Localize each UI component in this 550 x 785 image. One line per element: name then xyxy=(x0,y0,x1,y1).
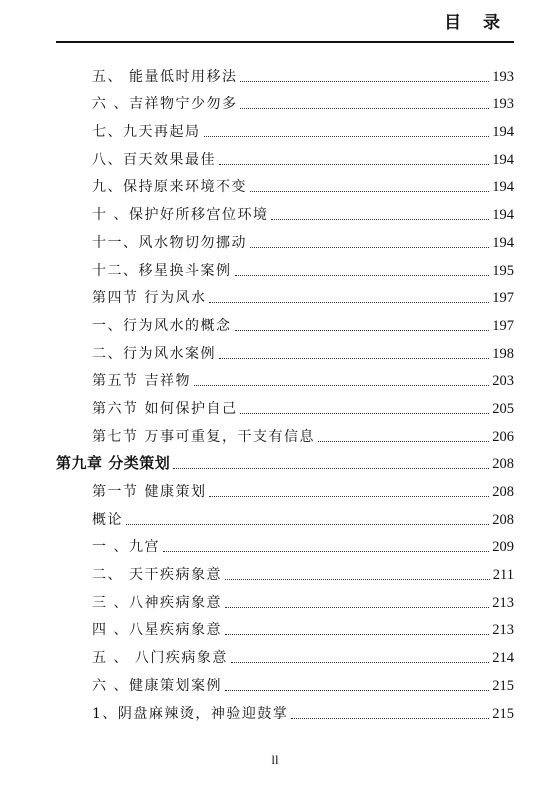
toc-entry-label: 九、保持原来环境不变 xyxy=(92,179,247,196)
toc-entry-label: 六 、吉祥物宁少勿多 xyxy=(92,96,238,113)
toc-entry-label: 一 、九宫 xyxy=(92,539,160,556)
toc-entry-page: 194 xyxy=(492,151,514,168)
toc-dot-leader xyxy=(235,275,490,276)
toc-dot-leader xyxy=(235,330,490,331)
toc-entry-page: 208 xyxy=(492,484,514,500)
toc-entry-page: 209 xyxy=(492,539,514,556)
toc-entry-label: 第九章 分类策划 xyxy=(56,454,171,473)
toc-dot-leader xyxy=(271,219,489,220)
toc-entry[interactable] xyxy=(56,501,514,529)
toc-entry[interactable] xyxy=(56,418,514,446)
toc-entry[interactable] xyxy=(56,280,514,308)
toc-entry-page: 208 xyxy=(492,511,514,528)
table-of-contents xyxy=(56,58,514,723)
toc-dot-leader xyxy=(204,136,490,137)
toc-dot-leader xyxy=(219,358,489,359)
toc-dot-leader xyxy=(209,302,489,303)
toc-entry-label: 十 、保护好所移宫位环境 xyxy=(92,207,269,224)
toc-entry-page: 213 xyxy=(492,594,514,611)
toc-entry-page: 211 xyxy=(492,567,514,584)
toc-entry-label: 概论 xyxy=(92,511,123,528)
toc-entry-page: 194 xyxy=(492,124,514,141)
toc-entry-page: 194 xyxy=(492,234,514,251)
toc-entry-page: 197 xyxy=(492,317,514,334)
toc-entry-page: 194 xyxy=(492,179,514,196)
toc-entry-label: 五 、 八门疾病象意 xyxy=(92,650,228,667)
toc-entry-label: 二、行为风水案例 xyxy=(92,345,216,362)
toc-entry[interactable] xyxy=(56,363,514,391)
toc-entry-page: 194 xyxy=(492,207,514,224)
page-number: ll xyxy=(271,752,279,767)
toc-entry[interactable] xyxy=(56,141,514,169)
toc-entry[interactable] xyxy=(56,446,514,474)
toc-entry[interactable] xyxy=(56,390,514,418)
toc-entry[interactable] xyxy=(56,113,514,141)
toc-entry[interactable] xyxy=(56,556,514,584)
toc-entry[interactable] xyxy=(56,695,514,723)
toc-dot-leader xyxy=(225,579,490,580)
toc-entry[interactable] xyxy=(56,307,514,335)
toc-entry-page: 215 xyxy=(492,677,514,694)
toc-dot-leader xyxy=(225,634,489,635)
toc-entry[interactable] xyxy=(56,667,514,695)
toc-dot-leader xyxy=(318,441,489,442)
header-rule xyxy=(56,41,514,43)
toc-entry[interactable] xyxy=(56,473,514,501)
toc-entry-label: 十二、移星换斗案例 xyxy=(92,262,232,279)
toc-entry-page: 195 xyxy=(492,262,514,279)
toc-dot-leader xyxy=(194,385,489,386)
toc-dot-leader xyxy=(209,496,489,497)
toc-entry-page: 193 xyxy=(492,68,514,85)
toc-entry-page: 197 xyxy=(492,290,514,307)
toc-entry-label: 四 、八星疾病象意 xyxy=(92,622,222,639)
toc-dot-leader xyxy=(231,662,489,663)
toc-entry-label: 八、百天效果最佳 xyxy=(92,151,216,168)
page-header-title: 目 录 xyxy=(444,13,508,33)
toc-entry-label: 第五节 吉祥物 xyxy=(92,373,191,390)
toc-entry-label: 第四节 行为风水 xyxy=(92,290,207,307)
toc-entry-page: 215 xyxy=(492,705,514,722)
toc-entry[interactable] xyxy=(56,639,514,667)
toc-entry-page: 198 xyxy=(492,345,514,362)
toc-entry-page: 203 xyxy=(492,373,514,390)
toc-entry-label: 二、 天干疾病象意 xyxy=(92,567,222,584)
toc-dot-leader xyxy=(240,108,489,109)
toc-entry-label: 1、阴盘麻辣烫，神验迎鼓掌 xyxy=(92,705,289,722)
toc-dot-leader xyxy=(250,247,489,248)
toc-dot-leader xyxy=(291,718,489,719)
toc-entry-page: 206 xyxy=(492,428,514,445)
toc-entry-page: 205 xyxy=(492,400,514,417)
toc-entry-label: 三 、八神疾病象意 xyxy=(92,594,222,611)
toc-dot-leader xyxy=(240,413,489,414)
toc-dot-leader xyxy=(126,524,489,525)
toc-dot-leader xyxy=(225,607,489,608)
toc-entry-page: 214 xyxy=(492,650,514,667)
toc-entry-label: 五、 能量低时用移法 xyxy=(92,68,238,85)
toc-entry-page: 213 xyxy=(492,622,514,639)
toc-entry[interactable] xyxy=(56,224,514,252)
toc-dot-leader xyxy=(240,81,489,82)
toc-dot-leader xyxy=(225,690,489,691)
toc-entry-page: 193 xyxy=(492,96,514,113)
toc-entry[interactable] xyxy=(56,169,514,197)
toc-entry[interactable] xyxy=(56,252,514,280)
toc-dot-leader xyxy=(163,551,489,552)
toc-entry-label: 十一、风水物切勿挪动 xyxy=(92,234,247,251)
toc-entry-label: 一、行为风水的概念 xyxy=(92,317,232,334)
toc-entry[interactable] xyxy=(56,529,514,557)
toc-entry[interactable] xyxy=(56,86,514,114)
toc-entry[interactable] xyxy=(56,58,514,86)
toc-entry[interactable] xyxy=(56,196,514,224)
toc-dot-leader xyxy=(173,468,489,469)
toc-entry-label: 第六节 如何保护自己 xyxy=(92,400,238,417)
toc-entry-label: 七、九天再起局 xyxy=(92,124,201,141)
toc-entry[interactable] xyxy=(56,335,514,363)
toc-dot-leader xyxy=(250,191,489,192)
toc-entry-label: 六 、健康策划案例 xyxy=(92,677,222,694)
toc-entry[interactable] xyxy=(56,584,514,612)
toc-entry-label: 第一节 健康策划 xyxy=(92,484,207,500)
toc-dot-leader xyxy=(219,164,489,165)
toc-entry-page: 208 xyxy=(492,456,514,473)
toc-entry-label: 第七节 万事可重复，干支有信息 xyxy=(92,428,315,445)
toc-entry[interactable] xyxy=(56,612,514,640)
